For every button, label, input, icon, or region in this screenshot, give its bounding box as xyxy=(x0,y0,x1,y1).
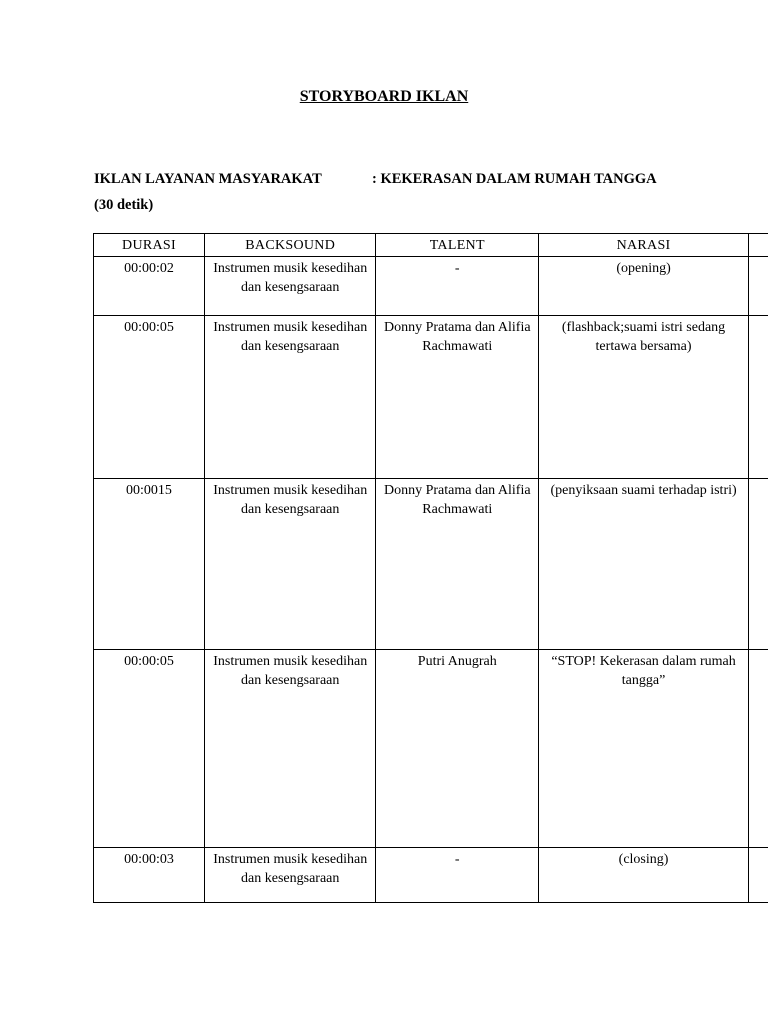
table-row xyxy=(94,315,768,478)
table-row xyxy=(94,478,768,649)
cell-backsound: Instrumen musik kesedihan dan kesengsaraan xyxy=(205,649,376,847)
storyboard-table xyxy=(93,233,768,903)
cell-talent: Donny Pratama dan Alifia Rachmawati xyxy=(376,315,539,478)
document-title: STORYBOARD IKLAN xyxy=(299,88,469,105)
cell-talent: - xyxy=(376,256,539,315)
cell-durasi: 00:00:03 xyxy=(94,847,205,902)
header-extra xyxy=(749,234,768,257)
ad-type-line xyxy=(94,171,657,188)
cell-talent: - xyxy=(376,847,539,902)
cell-durasi: 00:00:02 xyxy=(94,256,205,315)
table-row xyxy=(94,649,768,847)
table-row xyxy=(94,847,768,902)
ad-type-value: : KEKERASAN DALAM RUMAH TANGGA xyxy=(372,171,657,187)
cell-durasi: 00:0015 xyxy=(94,478,205,649)
cell-extra xyxy=(749,315,768,478)
cell-narasi: (opening) xyxy=(539,256,749,315)
cell-durasi: 00:00:05 xyxy=(94,649,205,847)
table-header-row xyxy=(94,234,768,257)
cell-extra xyxy=(749,256,768,315)
cell-talent: Donny Pratama dan Alifia Rachmawati xyxy=(376,478,539,649)
cell-backsound: Instrumen musik kesedihan dan kesengsaraan xyxy=(205,315,376,478)
header-backsound: BACKSOUND xyxy=(205,234,376,257)
cell-backsound: Instrumen musik kesedihan dan kesengsaraan xyxy=(205,256,376,315)
header-talent: TALENT xyxy=(376,234,539,257)
cell-narasi: (penyiksaan suami terhadap istri) xyxy=(539,478,749,649)
cell-narasi: (flashback;suami istri sedang tertawa bersama) xyxy=(539,315,749,478)
cell-durasi: 00:00:05 xyxy=(94,315,205,478)
cell-extra xyxy=(749,478,768,649)
ad-type-label: IKLAN LAYANAN MASYARAKAT xyxy=(94,171,322,187)
duration-note: (30 detik) xyxy=(94,197,154,213)
cell-talent: Putri Anugrah xyxy=(376,649,539,847)
header-narasi: NARASI xyxy=(539,234,749,257)
header-durasi: DURASI xyxy=(94,234,205,257)
cell-extra xyxy=(749,649,768,847)
storyboard-table-container xyxy=(93,233,768,905)
cell-backsound: Instrumen musik kesedihan dan kesengsaraan xyxy=(205,478,376,649)
table-row xyxy=(94,256,768,315)
cell-backsound: Instrumen musik kesedihan dan kesengsaraan xyxy=(205,847,376,902)
cell-narasi: (closing) xyxy=(539,847,749,902)
cell-extra xyxy=(749,847,768,902)
cell-narasi: “STOP! Kekerasan dalam rumah tangga” xyxy=(539,649,749,847)
